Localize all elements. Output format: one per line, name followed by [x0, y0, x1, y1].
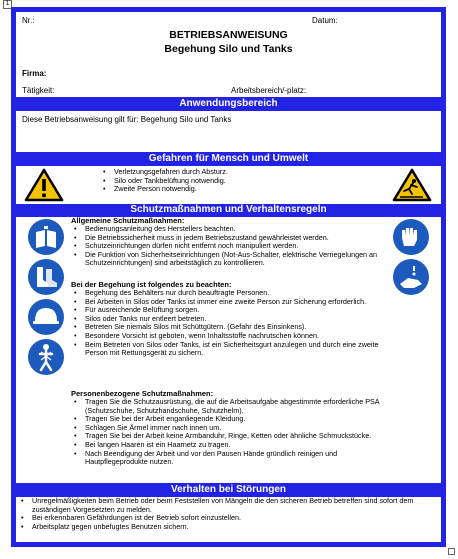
gefahren-list [100, 168, 390, 194]
gloves-icon [392, 218, 430, 256]
page-corner-mark: 1 [3, 0, 12, 9]
list-item: • Tragen Sie bei der Arbeit keine Armbanduhr, Ringe, Ketten oder ähnliche Schmuckstücke. [71, 432, 387, 441]
begehung-heading: Bei der Begehung ist folgendes zu beachten: [71, 280, 232, 289]
stoerungen-list [18, 497, 438, 531]
list-item: • Unregelmäßigkeiten beim Betrieb oder beim Feststellen von Mängeln die den sicheren Betrieb betreffen sind sofort dem zuständigen Vorgesetzten zu melden. [18, 497, 438, 514]
fall-hazard-icon [392, 168, 432, 202]
section-heading-anwendungsbereich: Anwendungsbereich [179, 98, 278, 109]
list-item: • Bedienungsanleitung des Herstellers beachten. [71, 225, 387, 234]
list-item: • Silo oder Tankbelüftung notwendig. [100, 177, 390, 186]
list-item: • Arbeitsplatz gegen unbefugtes Benutzen sichern. [18, 523, 438, 532]
document-title: BETRIEBSANWEISUNG [169, 29, 288, 41]
list-item: • Für ausreichende Belüftung sorgen. [71, 306, 387, 315]
taetigkeit-label: Tätigkeit: [22, 86, 55, 95]
allgemein-list [71, 225, 387, 268]
list-item: • Betreten Sie niemals Silos mit Schüttgütern. (Gefahr des Einsinkens). [71, 323, 387, 332]
list-item: • Besondere Vorsicht ist geboten, wenn Inhaltsstoffe nachrutschen können. [71, 332, 387, 341]
list-item: • Verletzungsgefahren durch Absturz. [100, 168, 390, 177]
list-item: • Schutzeinrichtungen dürfen nicht entfernt noch manipuliert werden. [71, 242, 387, 251]
person-heading: Personenbezogene Schutzmaßnahmen: [71, 389, 214, 398]
helmet-icon [27, 298, 65, 336]
list-item: • Tragen Sie die Schutzausrüstung, die auf die Arbeitsaufgabe abgestimmte erforderliche PSA (Schutzschuhe, Schutzhandschuhe, Schutzhelm). [71, 398, 387, 415]
list-item: • Die Funktion von Sicherheitseinrichtungen (Not-Aus-Schalter, elektrische Verriegelungen an Schutzeinrichtungen) sind arbeitstäglich zu kontrollieren. [71, 251, 387, 268]
page-corner-mark [448, 548, 455, 555]
document-subtitle: Begehung Silo und Tanks [164, 43, 293, 55]
list-item: • Schlagen Sie Ärmel immer nach innen um. [71, 424, 387, 433]
boots-icon [27, 258, 65, 296]
list-item: • Begehung des Behälters nur durch beauftragte Personen. [71, 289, 387, 298]
section-heading-gefahren: Gefahren für Mensch und Umwelt [148, 153, 309, 164]
datum-label: Datum: [312, 16, 338, 25]
harness-icon [27, 338, 65, 376]
arbeitsbereich-label: Arbeitsbereich/-platz: [231, 86, 307, 95]
list-item: • Bei langen Haaren ist ein Haarnetz zu tragen. [71, 441, 387, 450]
list-item: • Die Betriebssicherheit muss in jedem Betriebszustand gewährleistet werden. [71, 234, 387, 243]
anwendungsbereich-text: Diese Betriebsanweisung gilt für: Begehung Silo und Tanks [22, 115, 232, 124]
list-item: • Nach Beendigung der Arbeit und vor den Pausen Hände gründlich reinigen und Hautpflegeprodukte nutzen. [71, 450, 387, 467]
list-item: • Silos oder Tanks nur entleert betreten. [71, 315, 387, 324]
warning-triangle-icon [24, 168, 64, 202]
section-heading-schutzmassnahmen: Schutzmaßnahmen und Verhaltensregeln [130, 204, 327, 215]
manual-icon [27, 218, 65, 256]
list-item: • Bei Arbeiten in Silos oder Tanks ist immer eine zweite Person zur Sicherung erforderlich. [71, 298, 387, 307]
list-item: • Tragen Sie bei der Arbeit enganliegende Kleidung. [71, 415, 387, 424]
allgemein-heading: Allgemeine Schutzmaßnahmen: [71, 216, 185, 225]
list-item: • Bei erkennbaren Gefährdungen ist der Betrieb sofort einzustellen. [18, 514, 438, 523]
section-heading-stoerungen: Verhalten bei Störungen [170, 484, 287, 495]
list-item: • Beim Betreten von Silos oder Tanks, ist ein Sicherheitsgurt anzulegen und durch eine zweite Person mit Rettungsgerät zu sichern. [71, 341, 387, 358]
begehung-list [71, 289, 387, 358]
firma-label: Firma: [22, 69, 47, 78]
list-item: • Zweite Person notwendig. [100, 185, 390, 194]
hand-wash-icon [392, 258, 430, 296]
person-list [71, 398, 387, 467]
nr-label: Nr.: [22, 16, 35, 25]
